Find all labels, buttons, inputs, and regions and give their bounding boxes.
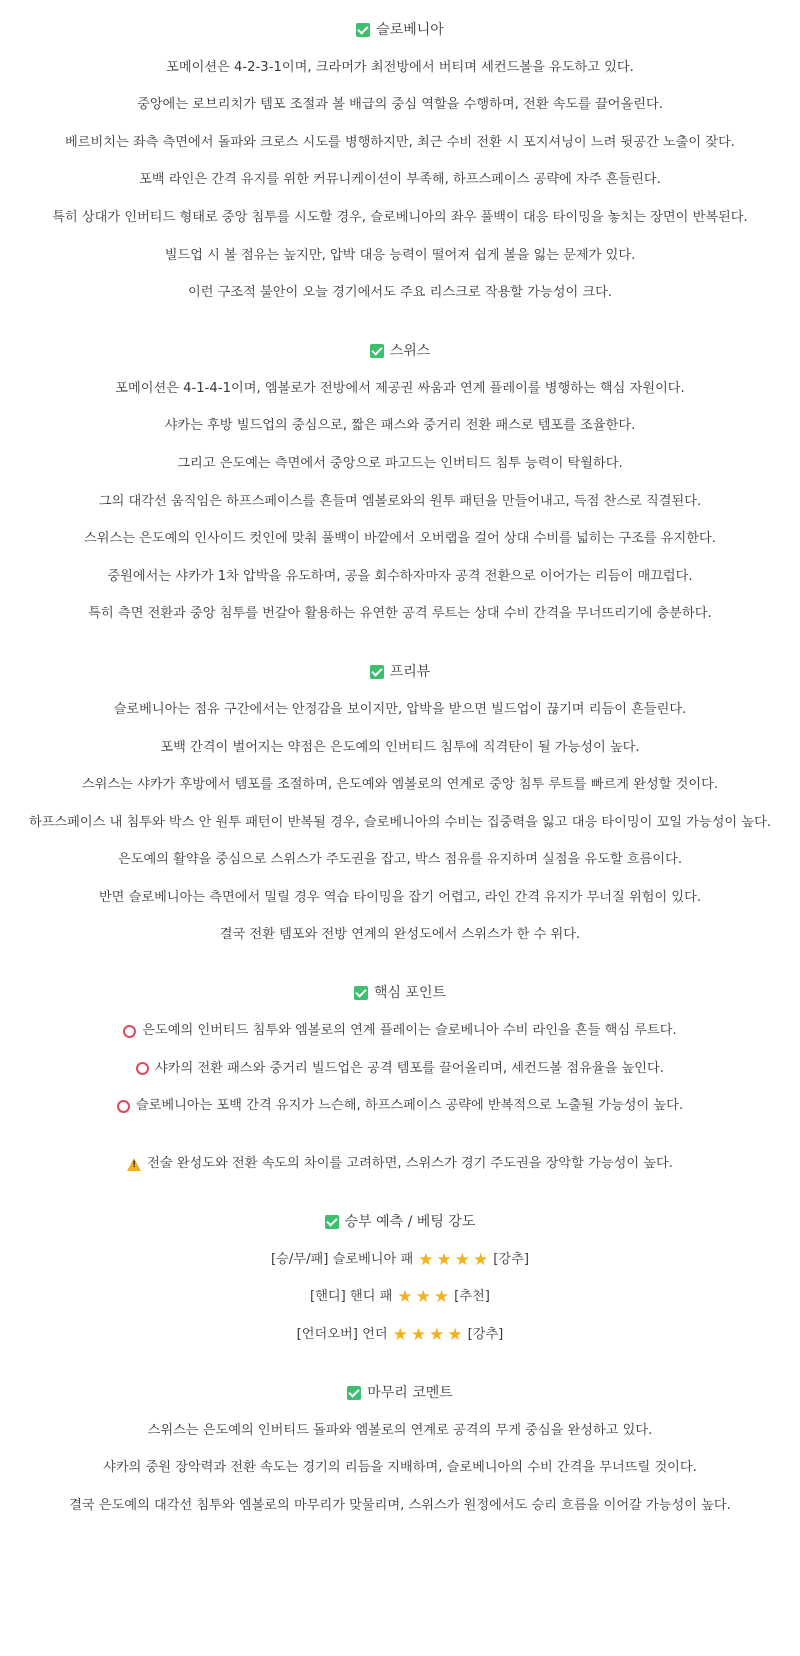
paragraph-line: 포백 라인은 간격 유지를 위한 커뮤니케이션이 부족해, 하프스페이스 공략에 자주 흔들린다. [139, 172, 661, 188]
paragraph-line: 샤카는 후방 빌드업의 중심으로, 짧은 패스와 중거리 전환 패스로 템포를 조율한다. [164, 418, 636, 434]
section-prediction [0, 1212, 800, 1345]
check-box-icon [370, 665, 384, 679]
section-title: 프리뷰 [389, 664, 431, 681]
star-icon: ★ [410, 1325, 427, 1346]
section-title: 핵심 포인트 [373, 985, 447, 1002]
check-box-icon [347, 1386, 361, 1400]
bet-tag: [강추] [467, 1327, 504, 1343]
bet-row [0, 1250, 800, 1270]
key-point-item [0, 1096, 800, 1116]
section-title: 마무리 코멘트 [367, 1385, 453, 1402]
star-icon: ★ [397, 1287, 413, 1308]
section-key-points [0, 983, 800, 1116]
section-heading-closing [0, 1383, 800, 1403]
star-icon: ★ [454, 1249, 470, 1270]
section-warning [0, 1154, 800, 1174]
paragraph-line: 하프스페이스 내 침투와 박스 안 원투 패턴이 반복될 경우, 슬로베니아의 수비는 집중력을 잃고 대응 타이밍이 꼬일 가능성이 높다. [28, 814, 772, 830]
check-box-icon [356, 23, 370, 37]
section-heading-preview [0, 662, 800, 682]
bet-tag: [추천] [454, 1289, 490, 1305]
red-circle-icon [136, 1062, 149, 1075]
section-heading-slovenia [0, 20, 800, 40]
section-closing [0, 1383, 800, 1516]
key-point-text: 샤카의 전환 패스와 중거리 빌드업은 공격 템포를 끌어올리며, 세컨드볼 점유율을 높인다. [155, 1060, 664, 1076]
star-icon: ★ [429, 1325, 445, 1346]
key-point-text: 은도예의 인버티드 침투와 엠볼로의 연계 플레이는 슬로베니아 수비 라인을 흔들 핵심 루트다. [142, 1023, 677, 1039]
paragraph-line: 은도예의 활약을 중심으로 스위스가 주도권을 잡고, 박스 점유를 유지하며 실점을 유도할 흐름이다. [117, 852, 683, 868]
star-icon: ★ [415, 1287, 431, 1308]
star-icon: ★ [447, 1325, 463, 1346]
star-icon: ★ [433, 1287, 450, 1308]
paragraph-line: 베르비치는 좌측 측면에서 돌파와 크로스 시도를 병행하지만, 최근 수비 전환 시 포지셔닝이 느려 뒷공간 노출이 잦다. [65, 134, 735, 150]
paragraph-line: 중앙에는 로브리치가 템포 조절과 볼 배급의 중심 역할을 수행하며, 전환 속도를 끌어올린다. [137, 97, 663, 113]
section-title: 승부 예측 / 베팅 강도 [344, 1214, 476, 1231]
warning-icon [127, 1158, 141, 1171]
paragraph-line: 결국 은도예의 대각선 침투와 엠볼로의 마무리가 맞물리며, 스위스가 원정에서도 승리 흐름을 이어갈 가능성이 높다. [69, 1497, 731, 1513]
section-heading-prediction [0, 1212, 800, 1232]
bet-label: [핸디] 핸디 패 [310, 1289, 393, 1305]
red-circle-icon [123, 1025, 136, 1038]
key-point-item [0, 1021, 800, 1041]
paragraph-line: 그의 대각선 움직임은 하프스페이스를 흔들며 엠볼로와의 원투 패턴을 만들어내고, 득점 찬스로 직결된다. [98, 493, 702, 509]
paragraph-line: 반면 슬로베니아는 측면에서 밀릴 경우 역습 타이밍을 잡기 어렵고, 라인 간격 유지가 무너질 위험이 있다. [98, 889, 702, 905]
paragraph-line: 스위스는 은도예의 인버티드 돌파와 엠볼로의 연계로 공격의 무게 중심을 완성하고 있다. [147, 1422, 653, 1438]
star-icon: ★ [418, 1249, 434, 1270]
bet-stars [393, 1325, 463, 1345]
star-icon: ★ [436, 1249, 452, 1270]
paragraph-line: 스위스는 샤카가 후방에서 템포를 조절하며, 은도예와 엠볼로의 연계로 중앙 침투 루트를 빠르게 완성할 것이다. [81, 777, 719, 793]
bet-stars [418, 1250, 488, 1270]
star-icon: ★ [472, 1249, 489, 1270]
bet-row [0, 1287, 800, 1307]
paragraph-line: 스위스는 은도예의 인사이드 컷인에 맞춰 풀백이 바깥에서 오버랩을 걸어 상대 수비를 넓히는 구조를 유지한다. [84, 531, 716, 547]
bet-label: [승/무/패] 슬로베니아 패 [271, 1251, 414, 1267]
paragraph-line: 결국 전환 템포와 전방 연계의 완성도에서 스위스가 한 수 위다. [219, 927, 581, 943]
paragraph-line: 중원에서는 샤카가 1차 압박을 유도하며, 공을 회수하자마자 공격 전환으로 이어가는 리듬이 매끄럽다. [107, 568, 693, 584]
paragraph-line: 포메이션은 4-2-3-1이며, 크라머가 최전방에서 버티며 세컨드볼을 유도하고 있다. [166, 59, 634, 75]
paragraph-line: 특히 상대가 인버티드 형태로 중앙 침투를 시도할 경우, 슬로베니아의 좌우 풀백이 대응 타이밍을 놓치는 장면이 반복된다. [52, 209, 748, 225]
bet-tag: [강추] [493, 1251, 529, 1267]
section-title: 스위스 [389, 343, 431, 360]
paragraph-line: 특히 측면 전환과 중앙 침투를 번갈아 활용하는 유연한 공격 루트는 상대 수비 간격을 무너뜨리기에 충분하다. [88, 606, 712, 622]
section-title: 슬로베니아 [376, 22, 444, 38]
bet-stars [397, 1287, 449, 1307]
section-heading-swiss [0, 341, 800, 361]
section-slovenia [0, 20, 800, 303]
paragraph-line: 그리고 은도예는 측면에서 중앙으로 파고드는 인버티드 침투 능력이 탁월하다. [177, 455, 623, 471]
section-heading-key-points [0, 983, 800, 1003]
bet-row [0, 1325, 800, 1345]
check-box-icon [354, 986, 368, 1000]
warning-line [0, 1154, 800, 1174]
paragraph-line: 포백 간격이 벌어지는 약점은 은도예의 인버티드 침투에 직격탄이 될 가능성이 높다. [160, 739, 640, 755]
warning-text: 전술 완성도와 전환 속도의 차이를 고려하면, 스위스가 경기 주도권을 장악할 가능성이 높다. [147, 1156, 673, 1172]
key-point-item [0, 1059, 800, 1079]
paragraph-line: 이런 구조적 불안이 오늘 경기에서도 주요 리스크로 작용할 가능성이 크다. [187, 285, 613, 301]
paragraph-line: 빌드업 시 볼 점유는 높지만, 압박 대응 능력이 떨어져 쉽게 볼을 잃는 문제가 있다. [164, 247, 636, 263]
paragraph-line: 포메이션은 4-1-4-1이며, 엠볼로가 전방에서 제공권 싸움과 연계 플레이를 병행하는 핵심 자원이다. [115, 380, 685, 396]
star-icon: ★ [392, 1325, 408, 1346]
check-box-icon [370, 344, 384, 358]
paragraph-line: 슬로베니아는 점유 구간에서는 안정감을 보이지만, 압박을 받으면 빌드업이 끊기며 리듬이 흔들린다. [113, 701, 687, 717]
bet-label: [언더오버] 언더 [296, 1327, 388, 1343]
section-preview [0, 662, 800, 945]
check-box-icon [325, 1215, 339, 1229]
section-swiss [0, 341, 800, 624]
paragraph-line: 샤카의 중원 장악력과 전환 속도는 경기의 리듬을 지배하며, 슬로베니아의 수비 간격을 무너뜨릴 것이다. [103, 1460, 697, 1476]
key-point-text: 슬로베니아는 포백 간격 유지가 느슨해, 하프스페이스 공략에 반복적으로 노출될 가능성이 높다. [135, 1098, 684, 1114]
red-circle-icon [117, 1100, 130, 1113]
